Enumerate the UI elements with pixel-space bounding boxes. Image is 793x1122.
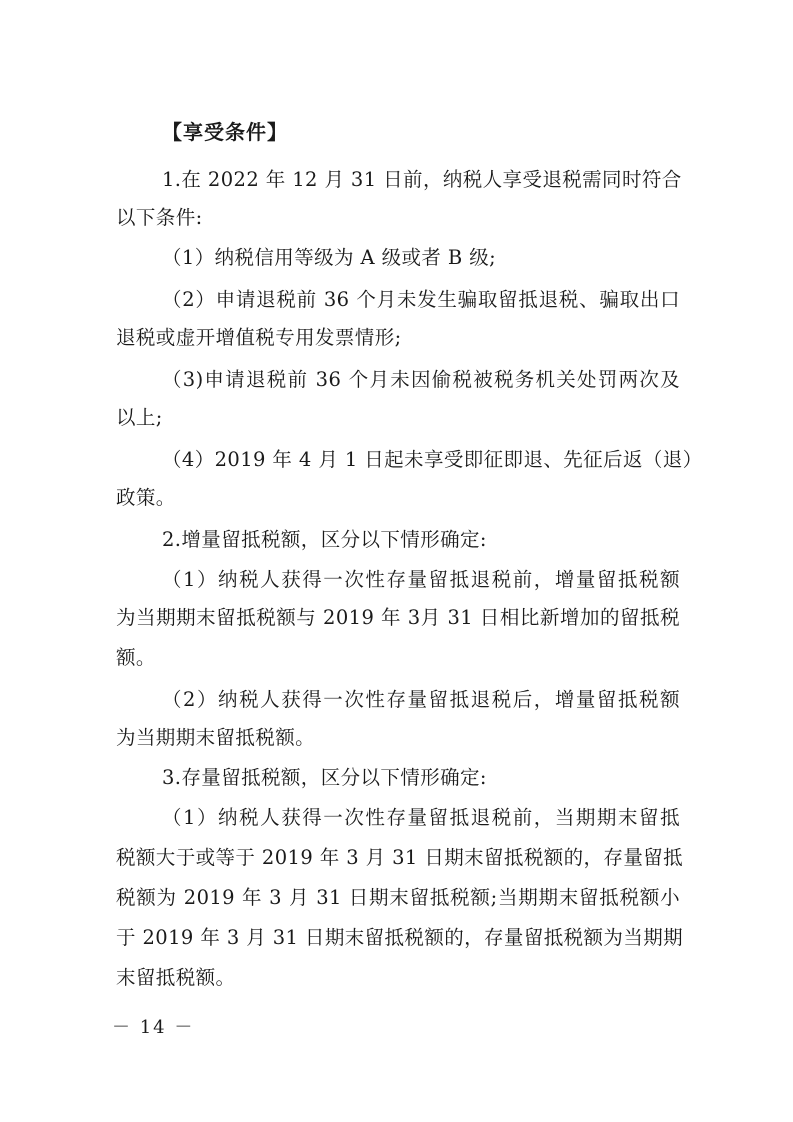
section-heading: 【享受条件】	[162, 120, 288, 144]
paragraph-line: 3.存量留抵税额，区分以下情形确定:	[162, 766, 487, 789]
paragraph-line: 税额为 2019 年 3 月 31 日期末留抵税额;当期期末留抵税额小	[116, 886, 680, 909]
paragraph-line: 额。	[116, 646, 156, 669]
paragraph-line: （3)申请退税前 36 个月未因偷税被税务机关处罚两次及	[162, 368, 680, 391]
paragraph-line: 为当期期末留抵税额。	[116, 726, 316, 749]
paragraph-line: （1）纳税人获得一次性存量留抵退税前，增量留抵税额	[162, 568, 680, 591]
paragraph-line: （4）2019 年 4 月 1 日起未享受即征即退、先征后返（退）	[162, 448, 703, 471]
paragraph-line: 以下条件:	[116, 206, 203, 229]
paragraph-line: （1）纳税信用等级为 A 级或者 B 级;	[162, 246, 497, 269]
paragraph-line: 退税或虚开增值税专用发票情形;	[116, 326, 402, 349]
paragraph-line: 1.在 2022 年 12 月 31 日前，纳税人享受退税需同时符合	[162, 168, 682, 191]
page-number: － 14 －	[112, 1017, 195, 1038]
paragraph-line: 2.增量留抵税额，区分以下情形确定:	[162, 528, 487, 551]
paragraph-line: （1）纳税人获得一次性存量留抵退税前，当期期末留抵	[162, 806, 680, 829]
paragraph-line: 末留抵税额。	[116, 966, 236, 989]
paragraph-line: 以上;	[116, 406, 163, 429]
paragraph-line: （2）申请退税前 36 个月未发生骗取留抵退税、骗取出口	[162, 288, 680, 311]
paragraph-line: （2）纳税人获得一次性存量留抵退税后，增量留抵税额	[162, 688, 680, 711]
paragraph-line: 税额大于或等于 2019 年 3 月 31 日期末留抵税额的，存量留抵	[116, 846, 684, 869]
paragraph-line: 于 2019 年 3 月 31 日期末留抵税额的，存量留抵税额为当期期	[116, 926, 684, 949]
paragraph-line: 为当期期末留抵税额与 2019 年 3月 31 日相比新增加的留抵税	[116, 606, 680, 629]
paragraph-line: 政策。	[116, 486, 176, 509]
